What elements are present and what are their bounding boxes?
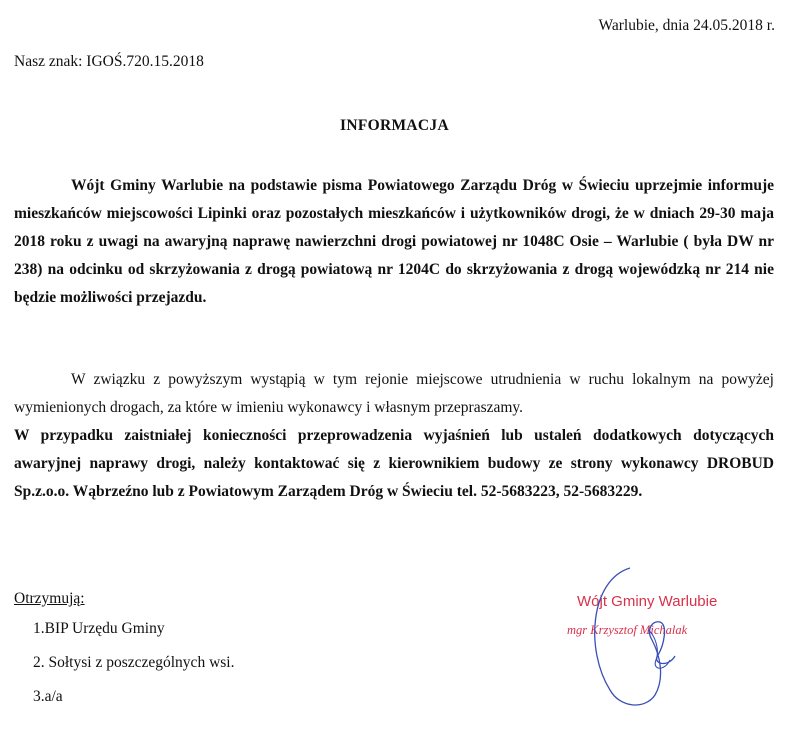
recipients-heading: Otrzymują: xyxy=(14,590,85,607)
paragraph-apology: W związku z powyższym wystąpią w tym rejonie miejscowe utrudnienia w ruchu lokalnym na powyżej wymienionych drogach, za które w imieniu wykonawcy i własnym przepraszamy. xyxy=(14,371,774,416)
recipient-item: 3.a/a xyxy=(33,688,63,705)
paragraph-announcement: Wójt Gminy Warlubie na podstawie pisma Powiatowego Zarządu Dróg w Świeciu uprzejmie informuje mieszkańców miejscowości Lipinki oraz pozostałych mieszkańców i użytkowników drogi, że w dniach 29-30 maja 2018 roku z uwagi na awaryjną naprawę nawierzchni drogi powiatowej nr 1048C Osie – Warlubie ( była DW nr 238) na odcinku od skrzyżowania z drogą powiatową nr 1204C do skrzyżowania z drogą wojewódzką nr 214 nie będzie możliwości przejazdu. xyxy=(14,177,774,306)
paragraph-contact: W przypadku zaistniałej konieczności przeprowadzenia wyjaśnień lub ustaleń dodatkowych dotyczących awaryjnej naprawy drogi, należy kontaktować się z kierownikiem budowy ze strony wykonawcy DROBUD Sp.z.o.o. Wąbrzeźno lub z Powiatowym Zarządem Dróg w Świeciu tel. 52-5683223, 52-5683229. xyxy=(14,427,774,500)
recipient-item: 1.BIP Urzędu Gminy xyxy=(33,620,165,637)
document-title: INFORMACJA xyxy=(340,117,449,134)
stamp-title: Wójt Gminy Warlubie xyxy=(577,593,718,610)
reference-number: Nasz znak: IGOŚ.720.15.2018 xyxy=(14,53,204,70)
signature-icon xyxy=(560,560,760,710)
place-date: Warlubie, dnia 24.05.2018 r. xyxy=(598,17,775,34)
official-stamp xyxy=(560,560,760,710)
stamp-name: mgr Krzysztof Michalak xyxy=(567,623,688,637)
recipient-item: 2. Sołtysi z poszczególnych wsi. xyxy=(33,654,235,671)
